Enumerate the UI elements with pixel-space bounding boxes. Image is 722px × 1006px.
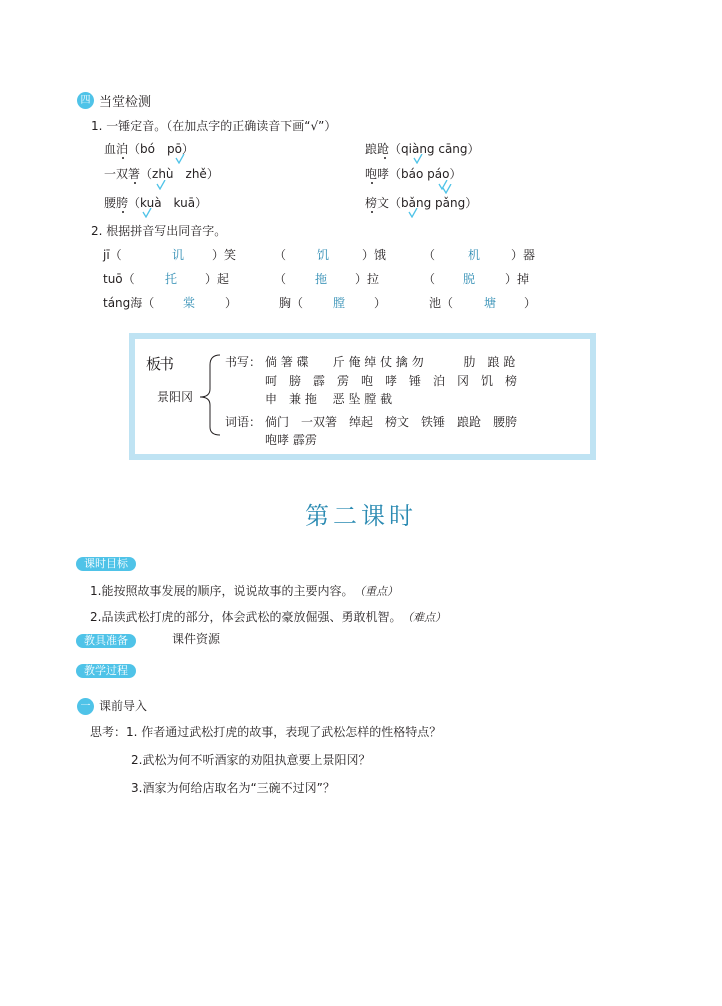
open-paren: （	[274, 272, 287, 286]
prefix-tang-3: 池（	[429, 296, 454, 310]
suffix-ji-3: ）器	[511, 248, 536, 262]
answer-tang-3: 塘	[484, 296, 497, 310]
writing-line-1: 倘 箸 碟 斤 俺 绰 仗 擒 勿 肋 踉 跄	[265, 355, 516, 369]
q1-prompt: 1. 一锤定音。（在加点字的正确读音下画“√”）	[91, 119, 337, 133]
emphasis-dot	[384, 157, 386, 159]
intro-question-2: 2.武松为何不听酒家的劝阻执意要上景阳冈？	[131, 753, 371, 767]
q1-word: 腰胯	[104, 196, 129, 210]
prep-badge: 教具准备	[76, 634, 136, 648]
words-label: 词语：	[225, 415, 262, 429]
answer-ji-3: 机	[468, 248, 481, 262]
pinyin-ji: jī（	[103, 248, 122, 262]
q1-options: （bǎng pǎng）	[389, 196, 478, 210]
close-paren: ）	[225, 296, 238, 310]
pinyin-tuo: tuō（	[103, 272, 135, 286]
emphasis-dot	[371, 182, 373, 184]
q1-word: 踉跄	[365, 142, 390, 156]
words-line-1: 倘门 一双箸 绰起 榜文 铁锤 踉跄 腰胯	[265, 415, 518, 429]
open-paren: （	[274, 248, 287, 262]
q1-options: （zhù zhě）	[140, 167, 219, 181]
check-mark-icon	[442, 184, 452, 194]
q1-word: 血泊	[104, 142, 129, 156]
open-paren: （	[423, 248, 436, 262]
close-paren: ）	[374, 296, 387, 310]
emphasis-dot	[122, 211, 124, 213]
answer-tang-1: 棠	[183, 296, 196, 310]
q1-options: （báo páo）	[389, 167, 462, 181]
suffix-ji-1: ）笑	[212, 248, 237, 262]
suffix-tuo-3: ）掉	[505, 272, 530, 286]
answer-tuo-3: 脱	[463, 272, 476, 286]
q1-word: 咆哮	[365, 167, 390, 181]
goal-2: 2.品读武松打虎的部分，体会武松的豪放倔强、勇敢机智。 （难点）	[90, 610, 446, 624]
prep-text: 课件资源	[172, 632, 221, 646]
lesson-title: 第二课时	[305, 502, 417, 530]
check-mark-icon	[413, 154, 423, 164]
writing-line-3: 申 兼 拖 恶 坠 膛 截	[265, 392, 393, 406]
q1-options: （kuà kuā）	[128, 196, 208, 210]
check-mark-icon	[175, 154, 185, 164]
q1-options: （bó pō）	[128, 142, 194, 156]
board-label: 板书	[146, 355, 173, 373]
intro-question-1: 思考：1. 作者通过武松打虎的故事，表现了武松怎样的性格特点？	[90, 725, 442, 739]
check-mark-icon	[408, 208, 418, 218]
suffix-ji-2: ）饿	[362, 248, 387, 262]
check-mark-icon	[142, 208, 152, 218]
answer-tang-2: 膛	[333, 296, 346, 310]
suffix-tuo-1: ）起	[205, 272, 230, 286]
intro-title: 课前导入	[99, 699, 148, 713]
q1-item-6	[365, 194, 477, 211]
section-title: 当堂检测	[99, 95, 152, 110]
goal-1: 1.能按照故事发展的顺序，说说故事的主要内容。 （重点）	[90, 584, 398, 598]
pinyin-tang: táng海（	[103, 296, 155, 310]
open-paren: （	[423, 272, 436, 286]
suffix-tuo-2: ）拉	[355, 272, 380, 286]
goals-badge: 课时目标	[76, 557, 136, 571]
board-subject: 景阳冈	[157, 390, 194, 404]
prefix-tang-2: 胸（	[279, 296, 304, 310]
answer-tuo-2: 拖	[315, 272, 328, 286]
brace-icon	[196, 353, 222, 437]
intro-question-3: 3.酒家为何给店取名为“三碗不过冈”？	[131, 781, 335, 795]
intro-badge: 一	[77, 698, 94, 715]
emphasis-dot	[371, 211, 373, 213]
answer-ji-2: 饥	[317, 248, 330, 262]
q1-word: 榜文	[365, 196, 390, 210]
answer-tuo-1: 托	[165, 272, 178, 286]
q1-options: （qiàng cāng）	[389, 142, 480, 156]
process-badge: 教学过程	[76, 664, 136, 678]
section-badge: 四	[77, 92, 94, 109]
emphasis-dot	[134, 182, 136, 184]
q2-prompt: 2. 根据拼音写出同音字。	[91, 224, 227, 238]
q1-word: 一双箸	[104, 167, 141, 181]
close-paren: ）	[524, 296, 537, 310]
writing-label: 书写：	[225, 355, 262, 369]
q1-item-3	[104, 194, 207, 211]
answer-ji-1: 讥	[172, 248, 185, 262]
writing-line-2: 呵 膀 霹 雳 咆 哮 锤 泊 冈 饥 榜	[265, 374, 518, 388]
emphasis-dot	[122, 157, 124, 159]
check-mark-icon	[156, 180, 166, 190]
words-line-2: 咆哮 霹雳	[265, 433, 317, 447]
